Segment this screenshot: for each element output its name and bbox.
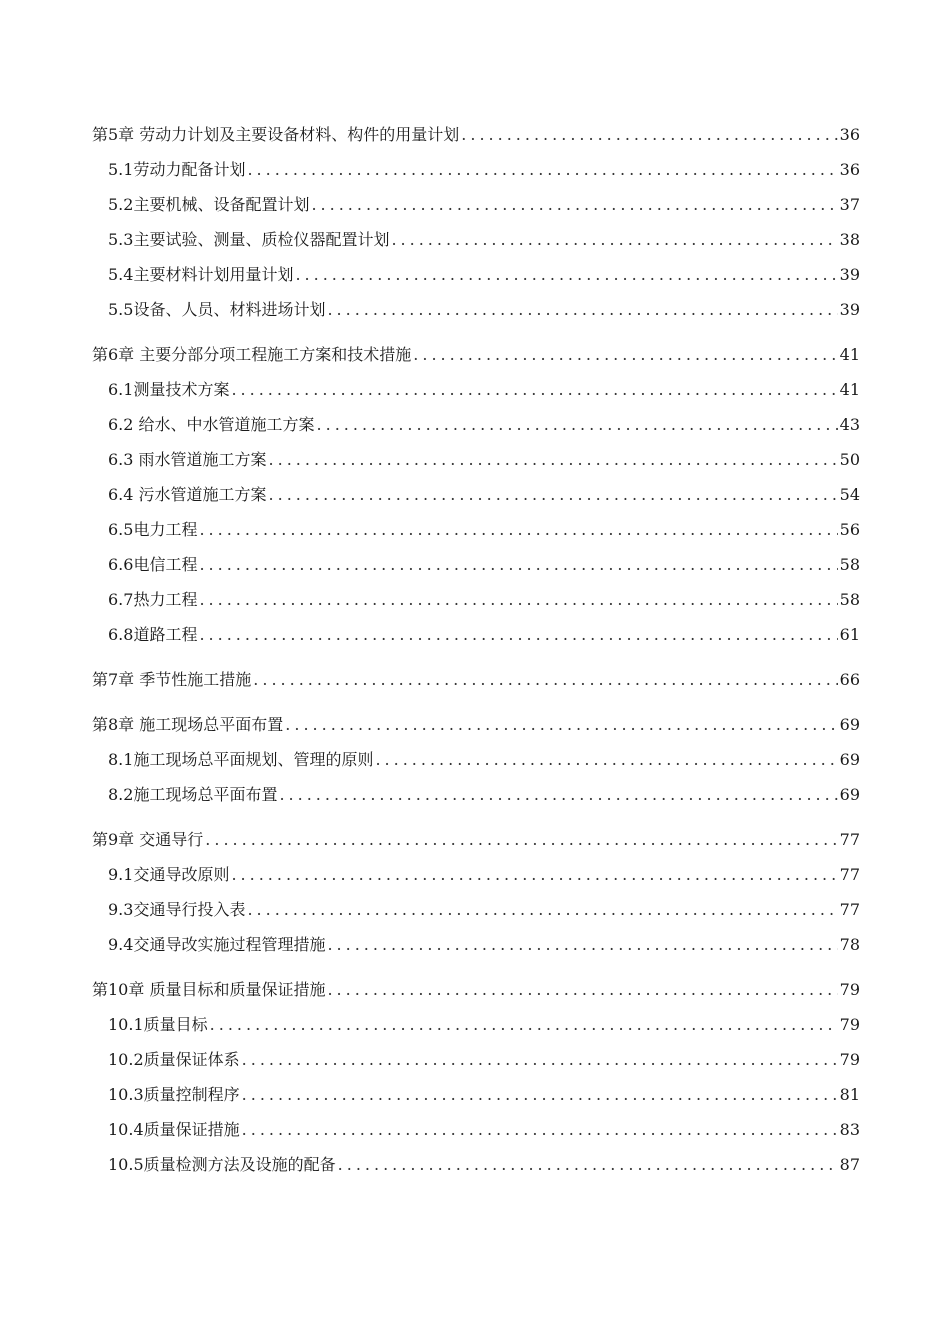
toc-section-6-1[interactable] [92, 377, 860, 412]
dot-leader [327, 977, 837, 1003]
toc-section-9-3[interactable] [92, 897, 860, 932]
toc-section-10-3[interactable] [92, 1082, 860, 1117]
toc-entry-label: 6.1测量技术方案 [108, 380, 230, 399]
toc-entry-label: 9.4交通导改实施过程管理措施 [108, 935, 326, 954]
toc-section-10-2[interactable] [92, 1047, 860, 1082]
toc-page-number: 77 [839, 900, 860, 919]
dot-leader [242, 1047, 838, 1073]
toc-section-5-5[interactable] [92, 297, 860, 332]
dot-leader [253, 667, 837, 693]
toc-page-number: 58 [839, 555, 860, 574]
toc-section-10-5[interactable] [92, 1152, 860, 1187]
toc-chapter-7[interactable] [92, 667, 860, 702]
toc-section-6-4[interactable] [92, 482, 860, 517]
toc-chapter-6[interactable] [92, 342, 860, 377]
toc-entry-label: 第8章 施工现场总平面布置 [92, 715, 284, 734]
dot-leader [375, 747, 837, 773]
toc-page-number: 79 [839, 1050, 860, 1069]
dot-leader [247, 157, 837, 183]
dot-leader [199, 587, 837, 613]
toc-page-number: 39 [839, 265, 860, 284]
toc-entry-label: 第10章 质量目标和质量保证措施 [92, 980, 326, 999]
toc-entry-label: 10.3质量控制程序 [108, 1085, 240, 1104]
toc-chapter-10[interactable] [92, 977, 860, 1012]
toc-section-6-7[interactable] [92, 587, 860, 622]
toc-entry-label: 6.7热力工程 [108, 590, 198, 609]
toc-section-10-1[interactable] [92, 1012, 860, 1047]
toc-entry-label: 6.4 污水管道施工方案 [108, 485, 267, 504]
dot-leader [242, 1117, 838, 1143]
dot-leader [199, 552, 837, 578]
toc-section-5-1[interactable] [92, 157, 860, 192]
dot-leader [461, 122, 837, 148]
toc-page-number: 58 [839, 590, 860, 609]
toc-entry-label: 8.1施工现场总平面规划、管理的原则 [108, 750, 374, 769]
toc-entry-label: 9.1交通导改原则 [108, 865, 230, 884]
toc-entry-label: 6.3 雨水管道施工方案 [108, 450, 267, 469]
dot-leader [242, 1082, 838, 1108]
toc-page-number: 79 [839, 980, 860, 999]
toc-entry-label: 第5章 劳动力计划及主要设备材料、构件的用量计划 [92, 125, 460, 144]
dot-leader [199, 517, 837, 543]
toc-entry-label: 5.5设备、人员、材料进场计划 [108, 300, 326, 319]
toc-page-number: 43 [839, 415, 860, 434]
table-of-contents [92, 122, 860, 1187]
toc-entry-label: 10.1质量目标 [108, 1015, 208, 1034]
toc-section-6-6[interactable] [92, 552, 860, 587]
toc-entry-label: 10.2质量保证体系 [108, 1050, 240, 1069]
toc-page-number: 69 [839, 715, 860, 734]
dot-leader [231, 862, 837, 888]
toc-entry-label: 第7章 季节性施工措施 [92, 670, 252, 689]
toc-entry-label: 5.4主要材料计划用量计划 [108, 265, 294, 284]
dot-leader [311, 192, 837, 218]
dot-leader [413, 342, 837, 368]
toc-entry-label: 5.3主要试验、测量、质检仪器配置计划 [108, 230, 390, 249]
dot-leader [338, 1152, 838, 1178]
dot-leader [279, 782, 837, 808]
toc-section-10-4[interactable] [92, 1117, 860, 1152]
toc-page-number: 56 [839, 520, 860, 539]
toc-page-number: 39 [839, 300, 860, 319]
toc-page-number: 79 [839, 1015, 860, 1034]
toc-section-5-3[interactable] [92, 227, 860, 262]
toc-entry-label: 8.2施工现场总平面布置 [108, 785, 278, 804]
toc-section-6-2[interactable] [92, 412, 860, 447]
toc-page-number: 83 [839, 1120, 860, 1139]
dot-leader [327, 297, 837, 323]
toc-entry-label: 6.6电信工程 [108, 555, 198, 574]
dot-leader [327, 932, 837, 958]
toc-section-9-4[interactable] [92, 932, 860, 967]
dot-leader [285, 712, 837, 738]
toc-entry-label: 5.1劳动力配备计划 [108, 160, 246, 179]
dot-leader [231, 377, 837, 403]
toc-page-number: 77 [839, 865, 860, 884]
toc-page-number: 69 [839, 785, 860, 804]
toc-page-number: 36 [839, 160, 860, 179]
toc-page-number: 38 [839, 230, 860, 249]
toc-page-number: 36 [839, 125, 860, 144]
toc-entry-label: 6.5电力工程 [108, 520, 198, 539]
dot-leader [247, 897, 837, 923]
toc-page-number: 41 [839, 345, 860, 364]
toc-section-6-3[interactable] [92, 447, 860, 482]
toc-entry-label: 第6章 主要分部分项工程施工方案和技术措施 [92, 345, 412, 364]
dot-leader [391, 227, 837, 253]
toc-entry-label: 9.3交通导行投入表 [108, 900, 246, 919]
toc-entry-label: 第9章 交通导行 [92, 830, 204, 849]
toc-chapter-5[interactable] [92, 122, 860, 157]
dot-leader [317, 412, 838, 438]
toc-entry-label: 6.8道路工程 [108, 625, 198, 644]
toc-entry-label: 10.4质量保证措施 [108, 1120, 240, 1139]
toc-page-number: 66 [839, 670, 860, 689]
toc-chapter-8[interactable] [92, 712, 860, 747]
toc-page-number: 41 [839, 380, 860, 399]
toc-page-number: 87 [839, 1155, 860, 1174]
toc-section-5-4[interactable] [92, 262, 860, 297]
dot-leader [199, 622, 837, 648]
toc-section-9-1[interactable] [92, 862, 860, 897]
dot-leader [205, 827, 837, 853]
toc-entry-label: 5.2主要机械、设备配置计划 [108, 195, 310, 214]
toc-page-number: 37 [839, 195, 860, 214]
dot-leader [210, 1012, 838, 1038]
toc-entry-label: 10.5质量检测方法及设施的配备 [108, 1155, 336, 1174]
toc-section-6-8[interactable] [92, 622, 860, 657]
dot-leader [269, 447, 838, 473]
toc-chapter-9[interactable] [92, 827, 860, 862]
toc-page-number: 78 [839, 935, 860, 954]
toc-page-number: 50 [839, 450, 860, 469]
toc-section-6-5[interactable] [92, 517, 860, 552]
toc-page-number: 54 [839, 485, 860, 504]
toc-page-number: 81 [839, 1085, 860, 1104]
toc-page-number: 77 [839, 830, 860, 849]
toc-section-8-2[interactable] [92, 782, 860, 817]
toc-entry-label: 6.2 给水、中水管道施工方案 [108, 415, 315, 434]
toc-page-number: 69 [839, 750, 860, 769]
dot-leader [269, 482, 838, 508]
toc-section-8-1[interactable] [92, 747, 860, 782]
dot-leader [295, 262, 837, 288]
toc-page-number: 61 [839, 625, 860, 644]
toc-section-5-2[interactable] [92, 192, 860, 227]
